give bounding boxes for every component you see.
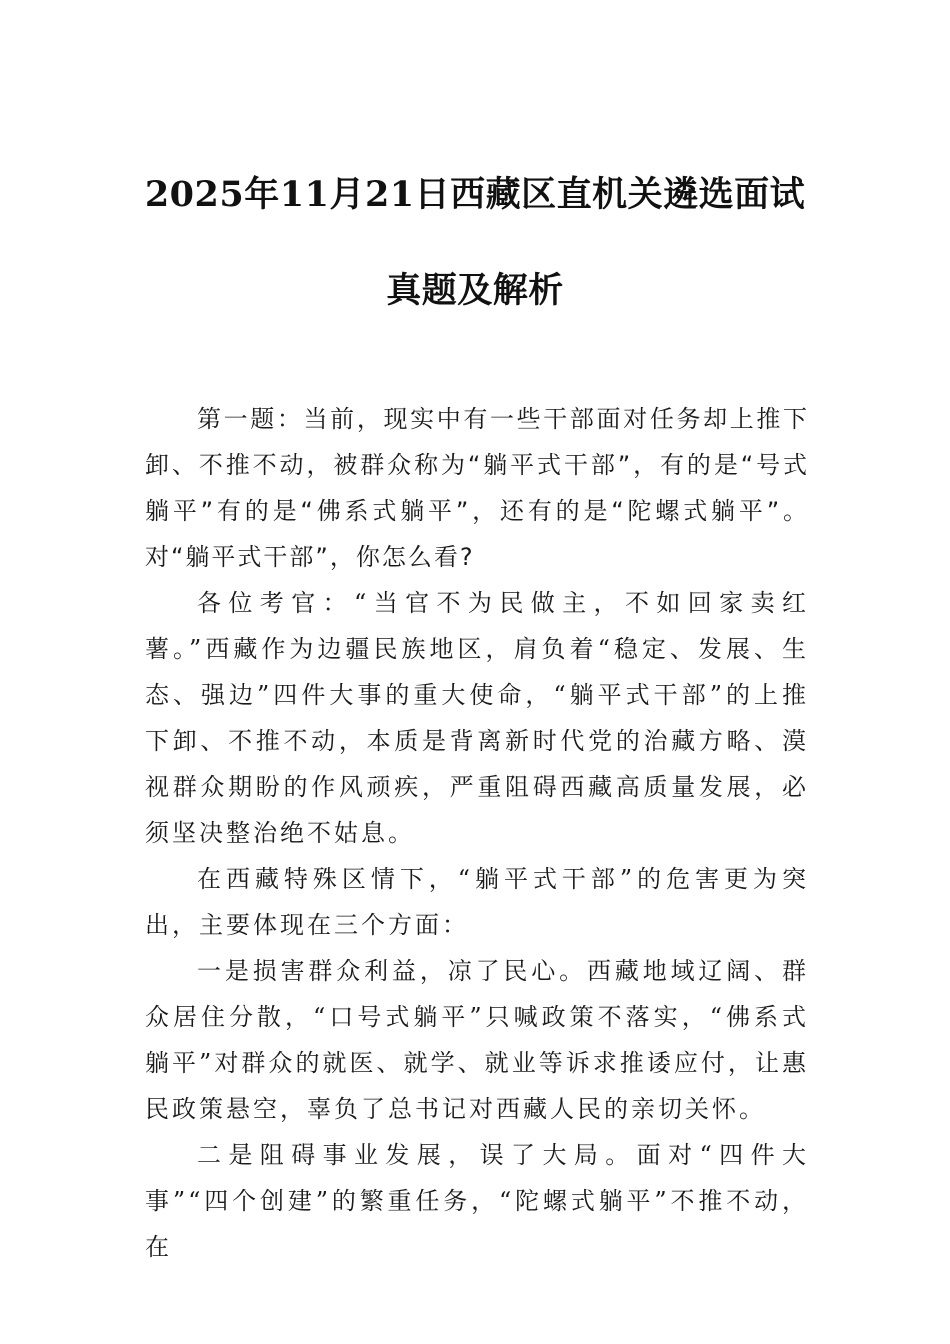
document-title-line-2: 真题及解析 — [386, 270, 564, 311]
question-text: 第一题：当前，现实中有一些干部面对任务却上推下卸、不推不动，被群众称为“躺平式干部”，有的是“号式躺平”有的是“佛系式躺平”，还有的是“陀螺式躺平”。对“躺平式干部”，你怎么看? — [145, 405, 809, 571]
answer-paragraph: 在西藏特殊区情下，“躺平式干部”的危害更为突出，主要体现在三个方面： — [145, 865, 809, 939]
answer-paragraph: 二是阻碍事业发展，误了大局。面对“四件大事”“四个创建”的繁重任务，“陀螺式躺平”不推不动，在 — [145, 1141, 809, 1261]
document-title-line-1: 2025年11月21日西藏区直机关遴选面试 — [144, 174, 806, 215]
answer-paragraph: 一是损害群众利益，凉了民心。西藏地域辽阔、群众居住分散，“口号式躺平”只喊政策不落实，“佛系式躺平”对群众的就医、就学、就业等诉求推诿应付，让惠民政策悬空，辜负了总书记对西藏人民的亲切关怀。 — [145, 957, 809, 1123]
answer-block — [145, 580, 809, 1270]
answer-paragraph: 各位考官：“当官不为民做主，不如回家卖红薯。”西藏作为边疆民族地区，肩负着“稳定、发展、生态、强边”四件大事的重大使命，“躺平式干部”的上推下卸、不推不动，本质是背离新时代党的治藏方略、漠视群众期盼的作风顽疾，严重阻碍西藏高质量发展，必须坚决整治绝不姑息。 — [145, 589, 809, 847]
question-block — [145, 396, 809, 580]
